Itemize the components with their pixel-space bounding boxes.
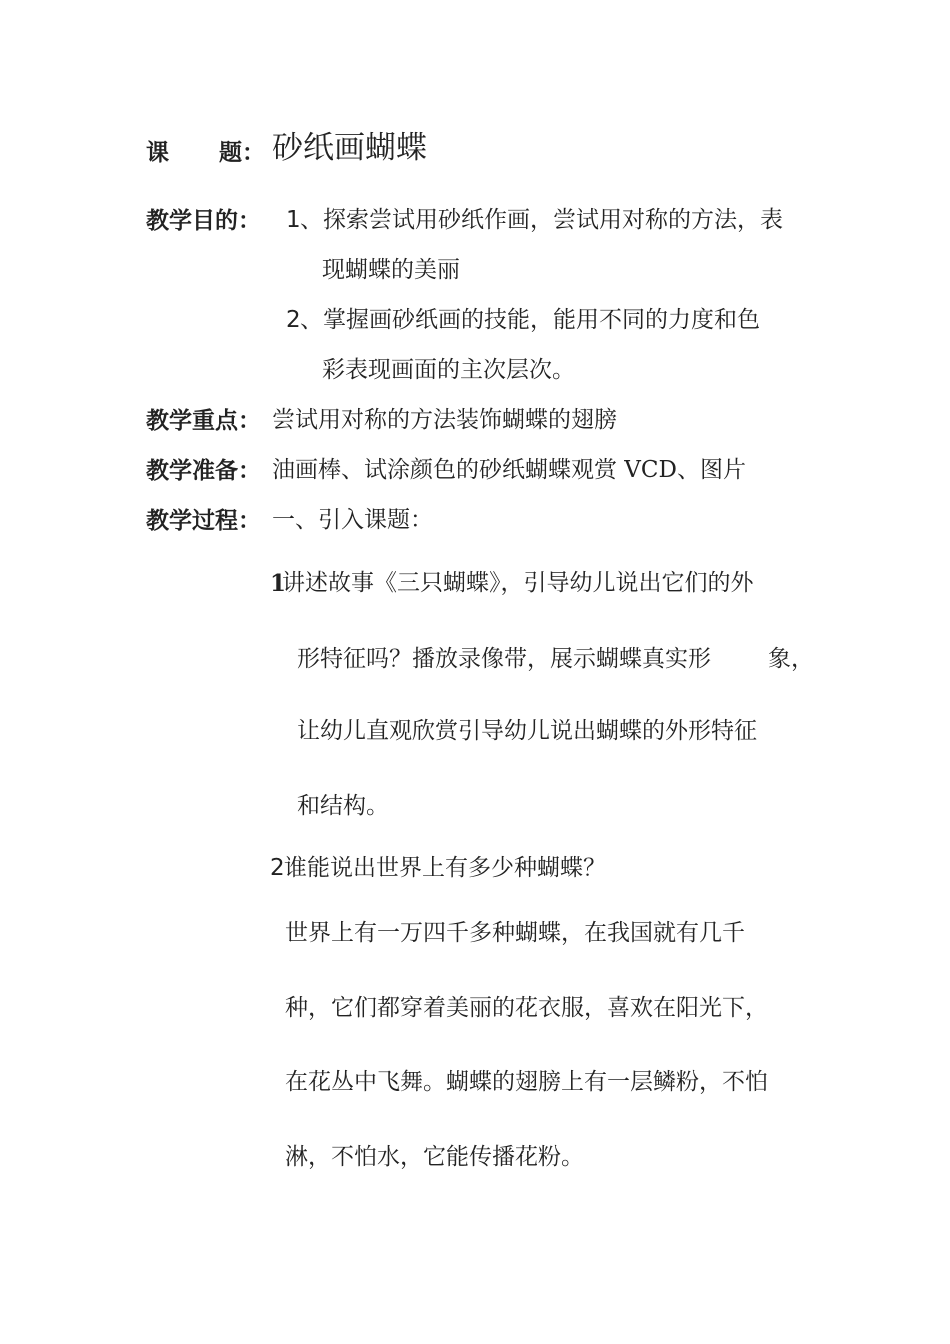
title-label-char-1: 课 xyxy=(146,139,169,166)
preparation-text: 油画棒、试涂颜色的砂纸蝴蝶观赏 VCD、图片 xyxy=(272,457,746,483)
objective-2-line-1: 、掌握画砂纸画的技能，能用不同的力度和色 xyxy=(300,307,760,333)
objective-2-number: 2 xyxy=(286,307,301,333)
objective-1-line-2: 现蝴蝶的美丽 xyxy=(322,257,460,283)
paragraph-line-4: 淋，不怕水，它能传播花粉。 xyxy=(285,1144,584,1170)
objective-1-line-1: 、探索尝试用砂纸作画，尝试用对称的方法，表 xyxy=(300,207,783,233)
paragraph-line-2: 种，它们都穿着美丽的花衣服，喜欢在阳光下， xyxy=(285,995,768,1021)
step-1-line-2b: 象， xyxy=(768,646,814,672)
step-2-line-1: 谁能说出世界上有多少种蝴蝶？ xyxy=(284,855,606,881)
process-intro: 一、引入课题： xyxy=(272,507,433,533)
objective-1-number: 1 xyxy=(286,207,301,233)
step-1-line-4: 和结构。 xyxy=(297,793,389,819)
focus-label: 教学重点： xyxy=(146,407,261,434)
focus-text: 尝试用对称的方法装饰蝴蝶的翅膀 xyxy=(272,407,617,433)
title-label-char-2: 题： xyxy=(219,139,265,166)
preparation-label: 教学准备： xyxy=(146,457,261,484)
step-1-number: 1 xyxy=(270,570,287,597)
lesson-title: 砂纸画蝴蝶 xyxy=(272,130,427,166)
step-1-line-1: 讲述故事《三只蝴蝶》，引导幼儿说出它们的外 xyxy=(282,570,754,596)
step-1-line-2a: 形特征吗？播放录像带，展示蝴蝶真实形 xyxy=(297,646,711,672)
process-label: 教学过程： xyxy=(146,507,261,534)
step-2-number: 2 xyxy=(270,855,285,881)
paragraph-line-3: 在花丛中飞舞。蝴蝶的翅膀上有一层鳞粉，不怕 xyxy=(285,1069,768,1095)
objective-2-line-2: 彩表现画面的主次层次。 xyxy=(322,357,575,383)
objectives-label: 教学目的： xyxy=(146,207,261,234)
step-1-line-3: 让幼儿直观欣赏引导幼儿说出蝴蝶的外形特征 xyxy=(297,718,757,744)
paragraph-line-1: 世界上有一万四千多种蝴蝶，在我国就有几千 xyxy=(285,920,745,946)
